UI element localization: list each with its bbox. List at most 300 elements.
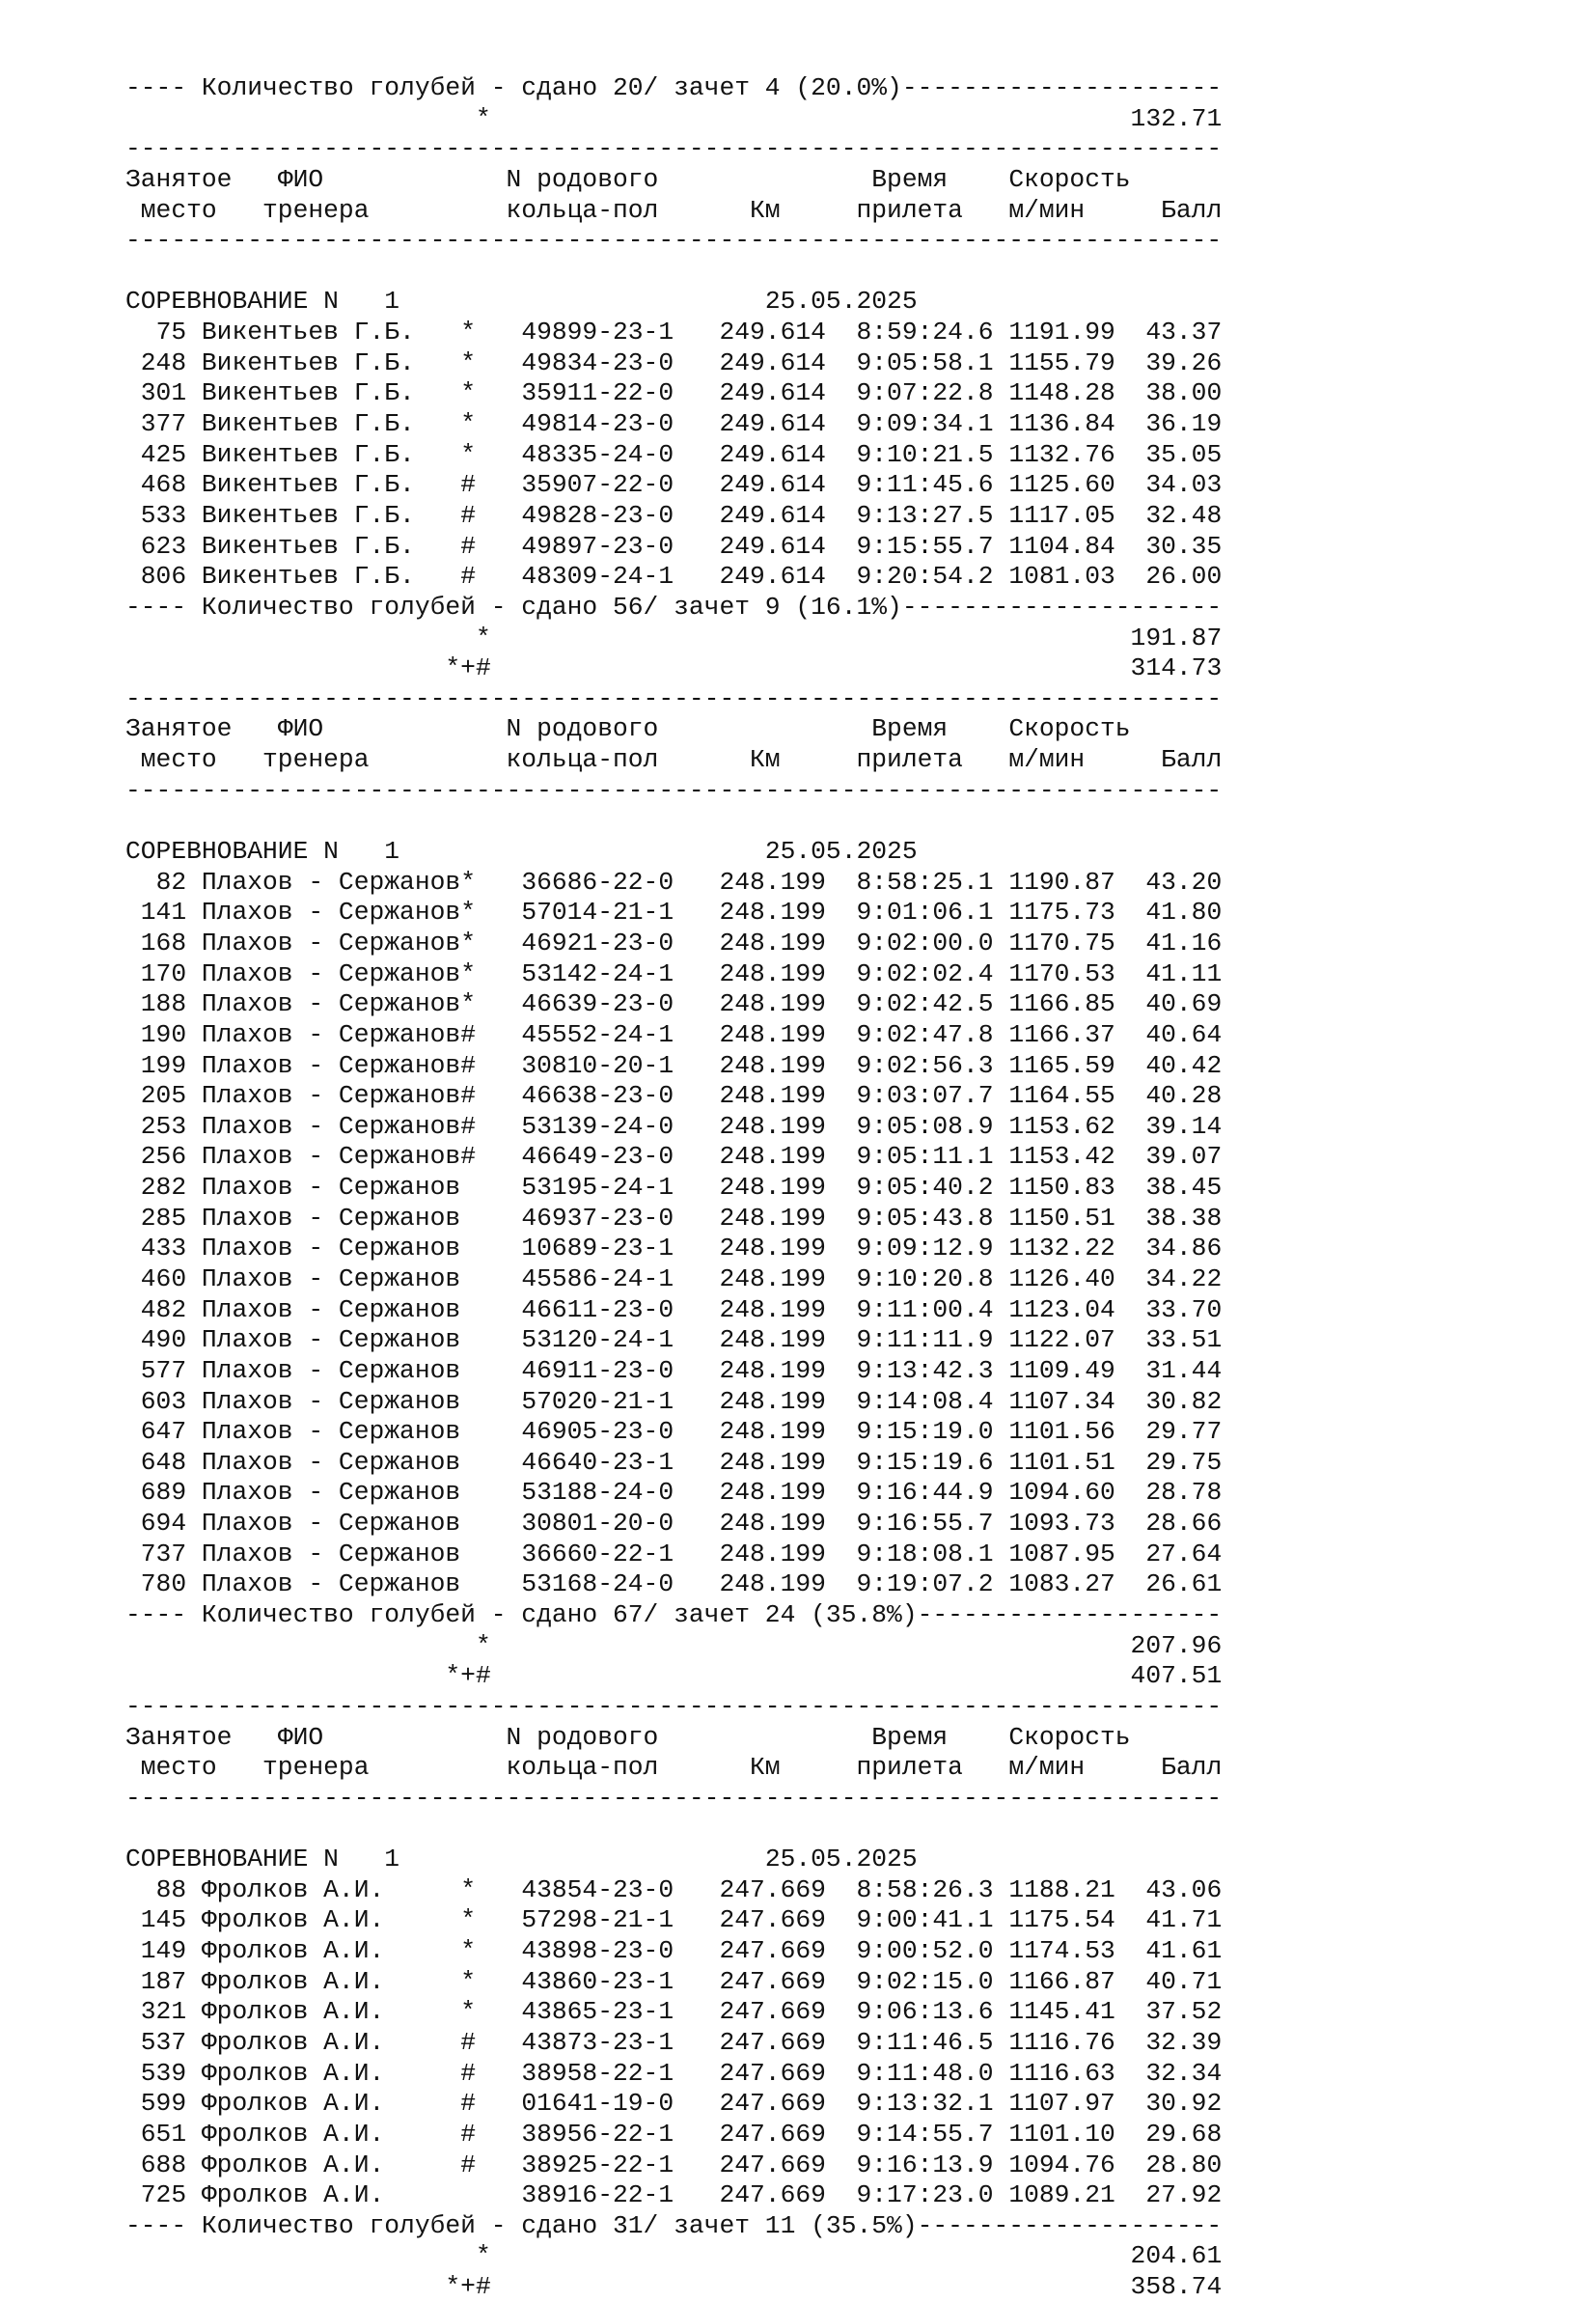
mark-cell: * (460, 318, 476, 347)
place-cell: 285 (140, 1203, 187, 1233)
trainer-name-cell: Плахов - Сержанов (201, 928, 461, 957)
total-line (125, 1631, 1222, 1662)
trainer-name-cell: Фролков А.И. (201, 2089, 385, 2119)
place-cell: 149 (140, 1936, 187, 1966)
place-cell: 599 (140, 2089, 187, 2119)
trainer-name-cell: Фролков А.И. (201, 1966, 385, 1996)
speed-cell: 1125.60 (1008, 470, 1115, 500)
total-label: * (475, 2241, 491, 2271)
mark-cell: # (460, 562, 476, 592)
table-row (125, 1173, 1222, 1204)
place-cell: 539 (140, 2058, 187, 2088)
speed-cell: 1175.54 (1008, 1905, 1115, 1935)
table-row (125, 501, 1222, 532)
score-cell: 37.52 (1145, 1997, 1223, 2027)
place-cell: 725 (140, 2180, 187, 2210)
divider-line: ------------------------------------------------------------------------ (125, 683, 1223, 713)
distance-cell: 248.199 (719, 1173, 826, 1203)
ring-number-cell: 30801-20-0 (521, 1509, 674, 1539)
speed-cell: 1081.03 (1008, 562, 1115, 592)
ring-number-cell: 46921-23-0 (521, 928, 674, 957)
header-cell: ФИО (277, 1722, 324, 1752)
speed-cell: 1150.51 (1008, 1203, 1115, 1233)
ring-number-cell: 46905-23-0 (521, 1417, 674, 1447)
header-cell: Скорость (1008, 1722, 1131, 1752)
ring-number-cell: 53120-24-1 (521, 1325, 674, 1355)
place-cell: 187 (140, 1966, 187, 1996)
header-cell: Занятое (125, 714, 233, 744)
table-row (125, 2180, 1222, 2211)
distance-cell: 248.199 (719, 898, 826, 928)
score-cell: 38.00 (1145, 378, 1223, 408)
table-row (125, 989, 1222, 1020)
score-cell: 31.44 (1145, 1355, 1223, 1385)
arrival-time-cell: 9:05:08.9 (856, 1111, 994, 1141)
arrival-time-cell: 9:11:00.4 (856, 1294, 994, 1324)
trainer-name-cell: Плахов - Сержанов (201, 958, 461, 988)
table-row (125, 1081, 1222, 1112)
distance-cell: 249.614 (719, 439, 826, 469)
score-cell: 40.28 (1145, 1081, 1223, 1111)
mark-cell: * (460, 898, 476, 928)
place-cell: 190 (140, 1019, 187, 1049)
ring-number-cell: 38956-22-1 (521, 2119, 674, 2149)
speed-cell: 1101.10 (1008, 2119, 1115, 2149)
ring-number-cell: 01641-19-0 (521, 2089, 674, 2119)
ring-number-cell: 43873-23-1 (521, 2028, 674, 2057)
total-line (125, 2241, 1222, 2272)
trainer-name-cell: Викентьев Г.Б. (201, 562, 415, 592)
arrival-time-cell: 9:02:42.5 (856, 989, 994, 1019)
place-cell: 141 (140, 898, 187, 928)
speed-cell: 1117.05 (1008, 500, 1115, 530)
distance-cell: 248.199 (719, 989, 826, 1019)
mark-cell: * (460, 409, 476, 439)
place-cell: 603 (140, 1386, 187, 1416)
table-row (125, 409, 1222, 440)
distance-cell: 247.669 (719, 2089, 826, 2119)
header-cell: м/мин (1008, 195, 1086, 225)
speed-cell: 1170.53 (1008, 958, 1115, 988)
arrival-time-cell: 9:06:13.6 (856, 1997, 994, 2027)
distance-cell: 248.199 (719, 1509, 826, 1539)
place-cell: 647 (140, 1417, 187, 1447)
table-row (125, 1387, 1222, 1418)
ring-number-cell: 43860-23-1 (521, 1966, 674, 1996)
place-cell: 256 (140, 1142, 187, 1172)
header-cell: ФИО (277, 164, 324, 194)
distance-cell: 249.614 (719, 500, 826, 530)
place-cell: 689 (140, 1478, 187, 1508)
ring-number-cell: 45552-24-1 (521, 1019, 674, 1049)
distance-cell: 248.199 (719, 1111, 826, 1141)
mark-cell: * (460, 989, 476, 1019)
table-row (125, 2028, 1222, 2059)
ring-number-cell: 48335-24-0 (521, 439, 674, 469)
distance-cell: 248.199 (719, 1478, 826, 1508)
ring-number-cell: 53142-24-1 (521, 958, 674, 988)
speed-cell: 1132.22 (1008, 1234, 1115, 1263)
ring-number-cell: 57298-21-1 (521, 1905, 674, 1935)
distance-cell: 247.669 (719, 2180, 826, 2210)
arrival-time-cell: 9:05:58.1 (856, 347, 994, 377)
arrival-time-cell: 9:10:21.5 (856, 439, 994, 469)
trainer-name-cell: Фролков А.И. (201, 1936, 385, 1966)
total-value: 407.51 (1130, 1661, 1223, 1691)
place-cell: 648 (140, 1447, 187, 1477)
arrival-time-cell: 9:05:40.2 (856, 1173, 994, 1203)
header-cell: ФИО (277, 714, 324, 744)
mark-cell: # (460, 2089, 476, 2119)
place-cell: 75 (155, 318, 187, 347)
speed-cell: 1153.42 (1008, 1142, 1115, 1172)
arrival-time-cell: 9:11:46.5 (856, 2028, 994, 2057)
ring-number-cell: 46640-23-1 (521, 1447, 674, 1477)
table-row (125, 1997, 1222, 2028)
header-line-1 (125, 1723, 1222, 1754)
score-cell: 33.70 (1145, 1294, 1223, 1324)
total-label: *+# (445, 1661, 491, 1691)
mark-cell: * (460, 347, 476, 377)
distance-cell: 248.199 (719, 867, 826, 897)
trainer-name-cell: Плахов - Сержанов (201, 898, 461, 928)
speed-cell: 1174.53 (1008, 1936, 1115, 1966)
header-cell: Балл (1161, 1753, 1223, 1783)
header-cell: N родового (506, 164, 659, 194)
speed-cell: 1132.76 (1008, 439, 1115, 469)
place-cell: 168 (140, 928, 187, 957)
header-cell: кольца-пол (506, 1753, 659, 1783)
arrival-time-cell: 9:16:44.9 (856, 1478, 994, 1508)
total-line (125, 104, 1222, 135)
trainer-name-cell: Плахов - Сержанов (201, 1447, 461, 1477)
header-cell: Занятое (125, 164, 233, 194)
distance-cell: 248.199 (719, 1019, 826, 1049)
header-line-1 (125, 714, 1222, 745)
arrival-time-cell: 9:11:45.6 (856, 470, 994, 500)
ring-number-cell: 10689-23-1 (521, 1234, 674, 1263)
speed-cell: 1116.76 (1008, 2028, 1115, 2057)
ring-number-cell: 45586-24-1 (521, 1263, 674, 1293)
score-cell: 30.35 (1145, 531, 1223, 561)
header-cell: Время (871, 714, 949, 744)
header-line-2 (125, 745, 1222, 776)
trainer-name-cell: Плахов - Сержанов (201, 1569, 461, 1599)
arrival-time-cell: 9:13:27.5 (856, 500, 994, 530)
trainer-name-cell: Плахов - Сержанов (201, 1263, 461, 1293)
ring-number-cell: 46611-23-0 (521, 1294, 674, 1324)
table-row (125, 1112, 1222, 1143)
total-label: *+# (445, 653, 491, 683)
score-cell: 35.05 (1145, 439, 1223, 469)
arrival-time-cell: 9:03:07.7 (856, 1081, 994, 1111)
distance-cell: 248.199 (719, 1234, 826, 1263)
trainer-name-cell: Плахов - Сержанов (201, 1111, 461, 1141)
speed-cell: 1191.99 (1008, 318, 1115, 347)
speed-cell: 1166.85 (1008, 989, 1115, 1019)
mark-cell: # (460, 470, 476, 500)
header-line-2 (125, 196, 1222, 227)
table-row (125, 2150, 1222, 2181)
place-cell: 468 (140, 470, 187, 500)
divider-line: ------------------------------------------------------------------------ (125, 1783, 1223, 1813)
score-cell: 33.51 (1145, 1325, 1223, 1355)
distance-cell: 248.199 (719, 1203, 826, 1233)
place-cell: 433 (140, 1234, 187, 1263)
competition-label: СОРЕВНОВАНИЕ N 1 (125, 287, 400, 317)
ring-number-cell: 53168-24-0 (521, 1569, 674, 1599)
score-cell: 32.39 (1145, 2028, 1223, 2057)
total-label: * (475, 623, 491, 652)
speed-cell: 1175.73 (1008, 898, 1115, 928)
ring-number-cell: 36686-22-0 (521, 867, 674, 897)
trainer-name-cell: Плахов - Сержанов (201, 1355, 461, 1385)
table-row (125, 378, 1222, 409)
distance-cell: 248.199 (719, 1355, 826, 1385)
speed-cell: 1145.41 (1008, 1997, 1115, 2027)
place-cell: 321 (140, 1997, 187, 2027)
ring-number-cell: 43854-23-0 (521, 1874, 674, 1904)
table-row (125, 1417, 1222, 1448)
mark-cell: # (460, 500, 476, 530)
arrival-time-cell: 9:19:07.2 (856, 1569, 994, 1599)
competition-line (125, 1845, 1222, 1875)
place-cell: 205 (140, 1081, 187, 1111)
mark-cell: * (460, 439, 476, 469)
mark-cell: * (460, 1936, 476, 1966)
arrival-time-cell: 9:13:42.3 (856, 1355, 994, 1385)
arrival-time-cell: 9:05:11.1 (856, 1142, 994, 1172)
arrival-time-cell: 9:18:08.1 (856, 1539, 994, 1568)
score-cell: 26.61 (1145, 1569, 1223, 1599)
arrival-time-cell: 9:15:19.0 (856, 1417, 994, 1447)
place-cell: 482 (140, 1294, 187, 1324)
mark-cell: * (460, 1997, 476, 2027)
divider-line: ------------------------------------------------------------------------ (125, 134, 1223, 164)
distance-cell: 249.614 (719, 347, 826, 377)
mark-cell: # (460, 1111, 476, 1141)
trainer-name-cell: Фролков А.И. (201, 2028, 385, 2057)
ring-number-cell: 48309-24-1 (521, 562, 674, 592)
score-cell: 40.69 (1145, 989, 1223, 1019)
place-cell: 694 (140, 1509, 187, 1539)
place-cell: 623 (140, 531, 187, 561)
score-cell: 36.19 (1145, 409, 1223, 439)
table-row (125, 959, 1222, 990)
score-cell: 34.03 (1145, 470, 1223, 500)
speed-cell: 1101.51 (1008, 1447, 1115, 1477)
speed-cell: 1116.63 (1008, 2058, 1115, 2088)
distance-cell: 248.199 (719, 1142, 826, 1172)
arrival-time-cell: 8:59:24.6 (856, 318, 994, 347)
distance-cell: 248.199 (719, 928, 826, 957)
divider-line: ------------------------------------------------------------------------ (125, 226, 1223, 256)
arrival-time-cell: 9:14:55.7 (856, 2119, 994, 2149)
mark-cell: * (460, 928, 476, 957)
place-cell: 282 (140, 1173, 187, 1203)
place-cell: 145 (140, 1905, 187, 1935)
trainer-name-cell: Викентьев Г.Б. (201, 378, 415, 408)
distance-cell: 248.199 (719, 1539, 826, 1568)
blank-line (125, 257, 1222, 288)
trainer-name-cell: Фролков А.И. (201, 1997, 385, 2027)
arrival-time-cell: 9:11:11.9 (856, 1325, 994, 1355)
arrival-time-cell: 9:13:32.1 (856, 2089, 994, 2119)
competition-date: 25.05.2025 (764, 287, 918, 317)
speed-cell: 1089.21 (1008, 2180, 1115, 2210)
score-cell: 43.06 (1145, 1874, 1223, 1904)
speed-cell: 1083.27 (1008, 1569, 1115, 1599)
mark-cell: # (460, 2028, 476, 2057)
trainer-name-cell: Плахов - Сержанов (201, 1509, 461, 1539)
header-cell: Время (871, 164, 949, 194)
place-cell: 170 (140, 958, 187, 988)
trainer-name-cell: Плахов - Сержанов (201, 1081, 461, 1111)
place-cell: 460 (140, 1263, 187, 1293)
arrival-time-cell: 9:10:20.8 (856, 1263, 994, 1293)
place-cell: 806 (140, 562, 187, 592)
speed-cell: 1126.40 (1008, 1263, 1115, 1293)
table-row (125, 1204, 1222, 1235)
arrival-time-cell: 9:17:23.0 (856, 2180, 994, 2210)
competition-label: СОРЕВНОВАНИЕ N 1 (125, 1845, 400, 1874)
score-cell: 32.34 (1145, 2058, 1223, 2088)
header-cell: Км (750, 1753, 781, 1783)
distance-cell: 247.669 (719, 1936, 826, 1966)
trainer-name-cell: Плахов - Сержанов (201, 867, 461, 897)
table-row (125, 1967, 1222, 1998)
count-line: ---- Количество голубей - сдано 67/ зачет 24 (35.8%)-------------------- (125, 1600, 1223, 1630)
place-cell: 301 (140, 378, 187, 408)
distance-cell: 248.199 (719, 1294, 826, 1324)
table-row (125, 470, 1222, 501)
mark-cell: # (460, 2150, 476, 2179)
ring-number-cell: 38925-22-1 (521, 2150, 674, 2179)
score-cell: 43.20 (1145, 867, 1223, 897)
ring-number-cell: 49897-23-0 (521, 531, 674, 561)
table-row (125, 562, 1222, 593)
score-cell: 30.92 (1145, 2089, 1223, 2119)
trainer-name-cell: Плахов - Сержанов (201, 1019, 461, 1049)
header-cell: прилета (856, 745, 963, 775)
distance-cell: 248.199 (719, 1569, 826, 1599)
ring-number-cell: 46638-23-0 (521, 1081, 674, 1111)
trainer-name-cell: Фролков А.И. (201, 2150, 385, 2179)
header-cell: Скорость (1008, 164, 1131, 194)
header-cell: место (140, 195, 217, 225)
score-cell: 38.45 (1145, 1173, 1223, 1203)
distance-cell: 249.614 (719, 318, 826, 347)
mark-cell: * (460, 867, 476, 897)
place-cell: 253 (140, 1111, 187, 1141)
table-row (125, 318, 1222, 348)
speed-cell: 1166.37 (1008, 1019, 1115, 1049)
distance-cell: 248.199 (719, 1417, 826, 1447)
header-cell: Балл (1161, 195, 1223, 225)
distance-cell: 247.669 (719, 1997, 826, 2027)
trainer-name-cell: Плахов - Сержанов (201, 989, 461, 1019)
speed-cell: 1165.59 (1008, 1050, 1115, 1080)
distance-cell: 247.669 (719, 2150, 826, 2179)
total-label: * (475, 1630, 491, 1660)
speed-cell: 1136.84 (1008, 409, 1115, 439)
ring-number-cell: 46937-23-0 (521, 1203, 674, 1233)
score-cell: 30.82 (1145, 1386, 1223, 1416)
mark-cell: # (460, 2119, 476, 2149)
distance-cell: 249.614 (719, 470, 826, 500)
table-row (125, 532, 1222, 563)
ring-number-cell: 49828-23-0 (521, 500, 674, 530)
distance-cell: 248.199 (719, 1263, 826, 1293)
speed-cell: 1104.84 (1008, 531, 1115, 561)
trainer-name-cell: Фролков А.И. (201, 1874, 385, 1904)
header-cell: кольца-пол (506, 195, 659, 225)
header-cell: Время (871, 1722, 949, 1752)
trainer-name-cell: Викентьев Г.Б. (201, 318, 415, 347)
score-cell: 26.00 (1145, 562, 1223, 592)
distance-cell: 248.199 (719, 1386, 826, 1416)
mark-cell: # (460, 1050, 476, 1080)
speed-cell: 1170.75 (1008, 928, 1115, 957)
header-cell: Занятое (125, 1722, 233, 1752)
competition-date: 25.05.2025 (764, 837, 918, 867)
place-cell: 490 (140, 1325, 187, 1355)
table-row (125, 1234, 1222, 1264)
ring-number-cell: 49834-23-0 (521, 347, 674, 377)
distance-cell: 247.669 (719, 1874, 826, 1904)
place-cell: 688 (140, 2150, 187, 2179)
distance-cell: 249.614 (719, 562, 826, 592)
header-cell: N родового (506, 1722, 659, 1752)
competition-line (125, 287, 1222, 318)
header-cell: Скорость (1008, 714, 1131, 744)
ring-number-cell: 38958-22-1 (521, 2058, 674, 2088)
table-row (125, 1325, 1222, 1356)
ring-number-cell: 35911-22-0 (521, 378, 674, 408)
trainer-name-cell: Фролков А.И. (201, 2180, 385, 2210)
table-row (125, 1448, 1222, 1479)
trainer-name-cell: Викентьев Г.Б. (201, 500, 415, 530)
divider-line: ------------------------------------------------------------------------ (125, 775, 1223, 805)
arrival-time-cell: 9:00:52.0 (856, 1936, 994, 1966)
table-row (125, 1020, 1222, 1051)
distance-cell: 248.199 (719, 958, 826, 988)
table-row (125, 1356, 1222, 1387)
ring-number-cell: 49814-23-0 (521, 409, 674, 439)
total-value: 314.73 (1130, 653, 1223, 683)
score-cell: 28.80 (1145, 2150, 1223, 2179)
arrival-time-cell: 8:58:25.1 (856, 867, 994, 897)
arrival-time-cell: 9:16:13.9 (856, 2150, 994, 2179)
score-cell: 40.42 (1145, 1050, 1223, 1080)
trainer-name-cell: Викентьев Г.Б. (201, 531, 415, 561)
table-row (125, 2089, 1222, 2120)
score-cell: 43.37 (1145, 318, 1223, 347)
place-cell: 248 (140, 347, 187, 377)
mark-cell: * (460, 378, 476, 408)
score-cell: 28.66 (1145, 1509, 1223, 1539)
arrival-time-cell: 9:09:34.1 (856, 409, 994, 439)
ring-number-cell: 46649-23-0 (521, 1142, 674, 1172)
place-cell: 199 (140, 1050, 187, 1080)
distance-cell: 249.614 (719, 378, 826, 408)
trainer-name-cell: Плахов - Сержанов (201, 1386, 461, 1416)
arrival-time-cell: 9:02:47.8 (856, 1019, 994, 1049)
ring-number-cell: 53188-24-0 (521, 1478, 674, 1508)
table-row (125, 1142, 1222, 1173)
competition-date: 25.05.2025 (764, 1845, 918, 1874)
trainer-name-cell: Плахов - Сержанов (201, 1417, 461, 1447)
